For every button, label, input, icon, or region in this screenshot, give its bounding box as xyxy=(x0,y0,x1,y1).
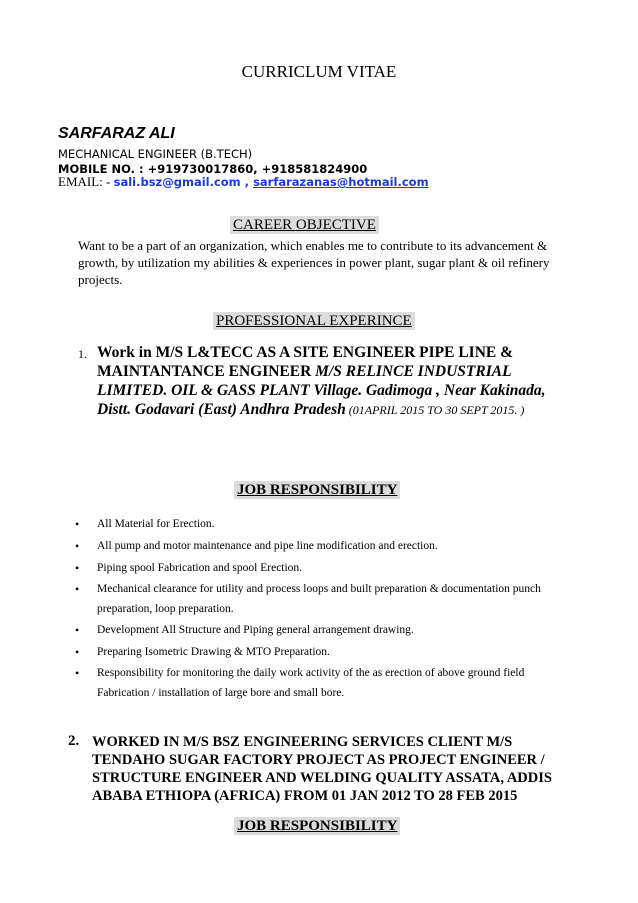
bullet-icon: • xyxy=(75,561,80,575)
experience-1-number: 1. xyxy=(78,347,87,361)
candidate-designation: MECHANICAL ENGINEER (B.TECH) xyxy=(58,147,253,161)
experience-1-company: M/S RELINCE INDUSTRIAL LIMITED. OIL & GASS PLANT Village. Gadimoga , Near Kakinada, Distt. Godavari (East) Andhra Pradesh xyxy=(97,363,546,418)
list-item-text: Development All Structure and Piping general arrangement drawing. xyxy=(97,624,414,636)
experience-1-dates: (01APRIL 2015 TO 30 SEPT 2015. ) xyxy=(345,403,525,417)
list-item xyxy=(74,579,574,619)
job-responsibility-heading-1: JOB RESPONSIBILITY xyxy=(234,481,400,499)
bullet-icon: • xyxy=(75,645,80,659)
bullet-icon: • xyxy=(75,666,80,680)
email-link-secondary[interactable]: sarfarazanas@hotmail.com xyxy=(253,175,429,189)
email-label: EMAIL: - xyxy=(58,174,114,189)
experience-2-number: 2. xyxy=(68,733,80,749)
career-objective-heading: CAREER OBJECTIVE xyxy=(230,216,379,234)
email-link-primary[interactable]: sali.bsz@gmail.com xyxy=(113,175,241,189)
list-item-text: Responsibility for monitoring the daily work activity of the as erection of above ground field Fabrication / installation of large bore and small bore. xyxy=(97,667,525,699)
list-item-text: All Material for Erection. xyxy=(97,518,215,530)
experience-1-role: Work in M/S L&TECC AS A SITE ENGINEER PIPE LINE & MAINTANTANCE ENGINEER xyxy=(97,344,514,380)
list-item-text: Mechanical clearance for utility and process loops and built preparation & documentation punch preparation, loop preparation. xyxy=(97,583,541,615)
job-responsibility-heading-2: JOB RESPONSIBILITY xyxy=(234,817,400,835)
email-separator: , xyxy=(240,175,254,189)
document-title: CURRICLUM VITAE xyxy=(241,62,397,81)
mobile-number: MOBILE NO. : +919730017860, +918581824900 xyxy=(58,162,368,176)
experience-1-text xyxy=(97,343,567,420)
bullet-icon: • xyxy=(75,623,80,637)
list-item-text: All pump and motor maintenance and pipe line modification and erection. xyxy=(97,540,438,552)
email-row xyxy=(58,174,429,190)
professional-experience-heading: PROFESSIONAL EXPERINCE xyxy=(213,312,415,330)
list-item xyxy=(74,619,574,641)
list-item-text: Preparing Isometric Drawing & MTO Preparation. xyxy=(97,646,330,658)
list-item xyxy=(74,535,574,557)
bullet-icon: • xyxy=(75,539,80,553)
list-item xyxy=(74,641,574,663)
experience-2-text: WORKED IN M/S BSZ ENGINEERING SERVICES CLIENT M/S TENDAHO SUGAR FACTORY PROJECT AS PROJECT ENGINEER / STRUCTURE ENGINEER AND WELDING QUALITY ASSATA, ADDIS ABABA ETHIOPA (AFRICA) FROM 01 JAN 2012 TO 28 FEB 2015 xyxy=(92,734,552,804)
bullet-icon: • xyxy=(75,582,80,596)
job-responsibility-list xyxy=(74,513,574,703)
list-item xyxy=(74,513,574,535)
career-objective-text: Want to be a part of an organization, which enables me to contribute to its advancement & growth, by utilization my abilities & experiences in power plant, sugar plant & oil refinery projects. xyxy=(78,238,550,287)
list-item xyxy=(74,663,574,703)
candidate-name: SARFARAZ ALI xyxy=(58,125,175,142)
list-item-text: Piping spool Fabrication and spool Erection. xyxy=(97,562,303,574)
bullet-icon: • xyxy=(75,517,80,531)
list-item xyxy=(74,557,574,579)
